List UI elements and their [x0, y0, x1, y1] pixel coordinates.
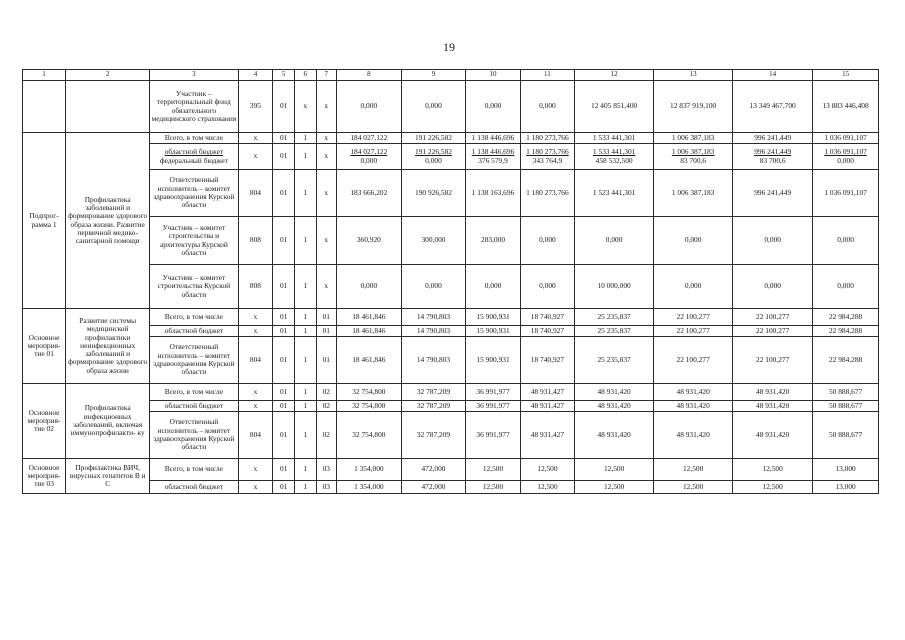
amount-cell: 48 931,420	[733, 384, 813, 401]
program-cell	[23, 81, 66, 133]
program-cell: Подпрог- рамма 1	[23, 133, 66, 309]
amount-cell: 0,000	[401, 265, 466, 309]
amount-cell: 14 790,803	[401, 337, 466, 384]
amount-cell: 996 241,449	[733, 170, 813, 217]
amount-cell: 1 533 441,301	[575, 133, 654, 144]
amount-cell: 12,500	[575, 481, 654, 494]
amount-cell: 48 931,420	[575, 412, 654, 459]
code-cell: 1	[294, 170, 316, 217]
amount-cell: 0,000	[337, 265, 402, 309]
amount-cell: 0,000	[520, 81, 574, 133]
code-cell: x	[238, 481, 273, 494]
code-cell: 01	[273, 265, 295, 309]
amount-cell: 12,500	[733, 459, 813, 481]
federal-amount: 458 532,500	[595, 155, 633, 165]
amount-cell: 0,000	[654, 265, 733, 309]
amount-cell: 25 235,837	[575, 309, 654, 326]
column-header: 11	[520, 70, 574, 81]
column-header: 8	[337, 70, 402, 81]
regional-amount: 1 036 091,107	[824, 147, 867, 157]
code-cell: 1	[294, 144, 316, 170]
code-cell: x	[238, 133, 273, 144]
regional-amount: 191 226,582	[415, 147, 452, 157]
amount-cell: 0,000	[654, 217, 733, 265]
amount-cell: 1 138 163,696	[466, 170, 520, 217]
table-row	[23, 481, 879, 494]
activity-cell: Профилактика заболеваний и формирование здорового образа жизни. Развитие первичной медико-санитарной помощи	[66, 133, 150, 309]
code-cell: 01	[273, 170, 295, 217]
amount-cell: 10 000,000	[575, 265, 654, 309]
amount-cell: 25 235,837	[575, 337, 654, 384]
amount-cell	[813, 144, 879, 170]
source-cell: областной бюджет	[150, 401, 238, 412]
amount-cell: 48 931,427	[520, 412, 574, 459]
code-cell: 1	[294, 384, 316, 401]
amount-cell: 36 991,977	[466, 401, 520, 412]
code-cell: 1	[294, 265, 316, 309]
regional-amount: 1 180 273,766	[526, 147, 569, 157]
source-regional-label: областной бюджет	[164, 147, 224, 157]
table-row	[23, 412, 879, 459]
amount-cell: 1 138 446,696	[466, 133, 520, 144]
source-cell: Всего, в том числе	[150, 384, 238, 401]
amount-cell: 14 790,803	[401, 326, 466, 337]
source-cell: Участник – комитет строительства Курской области	[150, 265, 238, 309]
amount-cell	[466, 144, 520, 170]
code-cell: 01	[316, 326, 337, 337]
amount-cell: 48 931,420	[654, 384, 733, 401]
regional-amount: 1 138 446,696	[471, 147, 515, 157]
source-cell: Ответственный исполнитель – комитет здравоохранения Курской области	[150, 170, 238, 217]
code-cell: x	[238, 144, 273, 170]
amount-cell: 13,000	[813, 459, 879, 481]
amount-cell: 12,500	[520, 459, 574, 481]
program-cell: Основное мероприя- тие 01	[23, 309, 66, 384]
amount-cell: 0,000	[575, 217, 654, 265]
amount-cell: 1 006 387,183	[654, 170, 733, 217]
code-cell: 02	[316, 412, 337, 459]
code-cell: 1	[294, 401, 316, 412]
amount-cell: 13 883 446,408	[813, 81, 879, 133]
code-cell: 804	[238, 337, 273, 384]
source-cell	[150, 144, 238, 170]
header-row	[23, 70, 879, 81]
amount-cell	[401, 144, 466, 170]
table-row	[23, 133, 879, 144]
page-number: 19	[443, 40, 455, 54]
code-cell: x	[316, 133, 337, 144]
amount-cell: 22 100,277	[654, 326, 733, 337]
amount-cell: 32 754,800	[337, 384, 402, 401]
amount-cell	[520, 144, 574, 170]
activity-cell: Профилактика инфекционных заболеваний, включая иммунопрофилакти- ку	[66, 384, 150, 459]
amount-cell: 0,000	[401, 81, 466, 133]
code-cell: x	[294, 81, 316, 133]
amount-cell: 36 991,977	[466, 384, 520, 401]
table-row	[23, 144, 879, 170]
code-cell: 01	[273, 401, 295, 412]
amount-cell: 18 740,927	[520, 326, 574, 337]
amount-cell: 48 931,420	[575, 384, 654, 401]
column-header: 2	[66, 70, 150, 81]
amount-cell: 32 754,800	[337, 401, 402, 412]
amount-cell: 1 180 273,766	[520, 133, 574, 144]
amount-cell: 18 740,927	[520, 337, 574, 384]
source-cell: областной бюджет	[150, 326, 238, 337]
source-cell: Участник – территориальный фонд обязательного медицинского страхования	[150, 81, 238, 133]
code-cell: 02	[316, 401, 337, 412]
code-cell: x	[316, 265, 337, 309]
table-row	[23, 459, 879, 481]
amount-cell: 1 036 091,107	[813, 133, 879, 144]
amount-cell: 12,500	[654, 459, 733, 481]
amount-cell: 1 180 273,766	[520, 170, 574, 217]
amount-cell: 48 931,420	[733, 401, 813, 412]
amount-cell: 0,000	[520, 265, 574, 309]
amount-cell: 18 461,846	[337, 326, 402, 337]
amount-cell: 12,500	[466, 459, 520, 481]
amount-cell: 18 461,846	[337, 337, 402, 384]
code-cell: 01	[316, 309, 337, 326]
amount-cell: 32 787,209	[401, 412, 466, 459]
code-cell: 01	[316, 337, 337, 384]
amount-cell: 22 984,288	[813, 309, 879, 326]
code-cell: 01	[273, 309, 295, 326]
code-cell: 1	[294, 337, 316, 384]
amount-cell: 191 226,582	[401, 133, 466, 144]
source-cell: Ответственный исполнитель – комитет здравоохранения Курской области	[150, 412, 238, 459]
amount-cell: 12,500	[733, 481, 813, 494]
amount-cell	[654, 144, 733, 170]
column-header: 15	[813, 70, 879, 81]
regional-amount: 996 241,449	[754, 147, 792, 157]
amount-cell: 0,000	[733, 217, 813, 265]
amount-cell: 32 787,209	[401, 401, 466, 412]
amount-cell	[733, 144, 813, 170]
amount-cell: 184 027,122	[337, 133, 402, 144]
code-cell: x	[316, 170, 337, 217]
amount-cell: 0,000	[733, 265, 813, 309]
program-cell: Основное мероприя- тие 03	[23, 459, 66, 494]
amount-cell: 50 888,677	[813, 401, 879, 412]
amount-cell: 22 100,277	[733, 309, 813, 326]
amount-cell: 360,920	[337, 217, 402, 265]
table-row	[23, 265, 879, 309]
amount-cell: 0,000	[813, 217, 879, 265]
amount-cell: 25 235,837	[575, 326, 654, 337]
amount-cell: 48 931,420	[654, 412, 733, 459]
code-cell: 01	[273, 459, 295, 481]
amount-cell: 12,500	[654, 481, 733, 494]
amount-cell: 22 100,277	[654, 337, 733, 384]
code-cell: 804	[238, 170, 273, 217]
amount-cell: 190 926,582	[401, 170, 466, 217]
column-header: 9	[401, 70, 466, 81]
federal-amount: 83 700,6	[680, 155, 707, 165]
amount-cell: 996 241,449	[733, 133, 813, 144]
amount-cell: 22 100,277	[733, 337, 813, 384]
federal-amount: 0,000	[837, 155, 854, 165]
table-row	[23, 309, 879, 326]
amount-cell: 22 100,277	[733, 326, 813, 337]
code-cell: 02	[316, 384, 337, 401]
source-cell: Всего, в том числе	[150, 459, 238, 481]
amount-cell: 472,000	[401, 459, 466, 481]
amount-cell: 18 461,846	[337, 309, 402, 326]
amount-cell: 15 900,931	[466, 337, 520, 384]
code-cell: 01	[273, 384, 295, 401]
column-header: 12	[575, 70, 654, 81]
code-cell: 1	[294, 326, 316, 337]
amount-cell: 1 006 387,183	[654, 133, 733, 144]
amount-cell: 32 754,800	[337, 412, 402, 459]
code-cell: 03	[316, 481, 337, 494]
column-header: 6	[294, 70, 316, 81]
code-cell: 01	[273, 326, 295, 337]
column-header: 4	[238, 70, 273, 81]
table-row	[23, 217, 879, 265]
amount-cell: 0,000	[337, 81, 402, 133]
amount-cell: 12 837 919,100	[654, 81, 733, 133]
amount-cell: 13 349 467,700	[733, 81, 813, 133]
amount-cell: 14 790,803	[401, 309, 466, 326]
activity-cell	[66, 81, 150, 133]
code-cell: 03	[316, 459, 337, 481]
amount-cell: 472,000	[401, 481, 466, 494]
federal-amount: 343 764,9	[532, 155, 563, 165]
column-header: 5	[273, 70, 295, 81]
amount-cell: 50 888,677	[813, 384, 879, 401]
regional-amount: 184 027,122	[350, 147, 388, 157]
code-cell: x	[238, 459, 273, 481]
table-row	[23, 384, 879, 401]
amount-cell: 300,000	[401, 217, 466, 265]
amount-cell: 50 888,677	[813, 412, 879, 459]
column-header: 10	[466, 70, 520, 81]
federal-amount: 0,000	[425, 155, 442, 165]
regional-amount: 1 006 387,183	[671, 147, 715, 157]
amount-cell: 48 931,427	[520, 401, 574, 412]
table-row	[23, 326, 879, 337]
amount-cell: 22 984,288	[813, 337, 879, 384]
code-cell: 1	[294, 309, 316, 326]
amount-cell	[337, 144, 402, 170]
code-cell: 01	[273, 337, 295, 384]
code-cell: 01	[273, 81, 295, 133]
code-cell: 1	[294, 459, 316, 481]
amount-cell: 12,500	[520, 481, 574, 494]
code-cell: 01	[273, 217, 295, 265]
amount-cell: 12,500	[466, 481, 520, 494]
code-cell: 395	[238, 81, 273, 133]
source-cell: Всего, в том числе	[150, 133, 238, 144]
amount-cell: 13,000	[813, 481, 879, 494]
code-cell: x	[238, 384, 273, 401]
amount-cell: 0,000	[813, 265, 879, 309]
column-header: 3	[150, 70, 238, 81]
amount-cell: 15 900,931	[466, 326, 520, 337]
column-header: 14	[733, 70, 813, 81]
amount-cell: 36 991,977	[466, 412, 520, 459]
amount-cell: 183 666,202	[337, 170, 402, 217]
amount-cell: 1 523 441,301	[575, 170, 654, 217]
amount-cell: 12 405 851,400	[575, 81, 654, 133]
federal-amount: 0,000	[360, 155, 378, 165]
code-cell: 01	[273, 481, 295, 494]
code-cell: 1	[294, 133, 316, 144]
amount-cell: 0,000	[466, 265, 520, 309]
code-cell: 1	[294, 412, 316, 459]
amount-cell: 1 036 091,107	[813, 170, 879, 217]
code-cell: 01	[273, 412, 295, 459]
code-cell: 01	[273, 144, 295, 170]
amount-cell: 48 931,420	[733, 412, 813, 459]
column-header: 13	[654, 70, 733, 81]
source-federal-label: федеральный бюджет	[159, 155, 228, 165]
code-cell: x	[238, 326, 273, 337]
federal-amount: 376 579,9	[478, 155, 508, 165]
amount-cell: 12,500	[575, 459, 654, 481]
source-cell: Ответственный исполнитель – комитет здравоохранения Курской области	[150, 337, 238, 384]
code-cell: 01	[273, 133, 295, 144]
source-cell: Всего, в том числе	[150, 309, 238, 326]
amount-cell: 18 740,927	[520, 309, 574, 326]
amount-cell: 1 354,000	[337, 459, 402, 481]
table-row	[23, 337, 879, 384]
code-cell: 808	[238, 217, 273, 265]
code-cell: x	[238, 309, 273, 326]
column-header: 1	[23, 70, 66, 81]
code-cell: x	[316, 81, 337, 133]
amount-cell: 0,000	[520, 217, 574, 265]
amount-cell	[575, 144, 654, 170]
amount-cell: 283,000	[466, 217, 520, 265]
amount-cell: 22 100,277	[654, 309, 733, 326]
amount-cell: 48 931,420	[654, 401, 733, 412]
table-row	[23, 170, 879, 217]
activity-cell: Профилактика ВИЧ, вирусных гепатитов В и С	[66, 459, 150, 494]
amount-cell: 15 900,931	[466, 309, 520, 326]
amount-cell: 48 931,427	[520, 384, 574, 401]
code-cell: x	[238, 401, 273, 412]
code-cell: x	[316, 217, 337, 265]
table-row	[23, 401, 879, 412]
program-cell: Основное мероприя- тие 02	[23, 384, 66, 459]
amount-cell: 1 354,000	[337, 481, 402, 494]
source-cell: Участник – комитет строительства и архитектуры Курской области	[150, 217, 238, 265]
code-cell: 1	[294, 481, 316, 494]
column-header: 7	[316, 70, 337, 81]
regional-amount: 1 533 441,301	[592, 147, 636, 157]
source-cell: областной бюджет	[150, 481, 238, 494]
code-cell: 804	[238, 412, 273, 459]
budget-table	[22, 69, 879, 494]
amount-cell: 22 984,288	[813, 326, 879, 337]
activity-cell: Развитие системы медицинской профилактики неинфекционных заболеваний и формирование здорового образа жизни	[66, 309, 150, 384]
amount-cell: 48 931,420	[575, 401, 654, 412]
amount-cell: 0,000	[466, 81, 520, 133]
table-row	[23, 81, 879, 133]
federal-amount: 83 700,6	[759, 155, 786, 165]
code-cell: 1	[294, 217, 316, 265]
code-cell: x	[316, 144, 337, 170]
code-cell: 808	[238, 265, 273, 309]
amount-cell: 32 787,209	[401, 384, 466, 401]
